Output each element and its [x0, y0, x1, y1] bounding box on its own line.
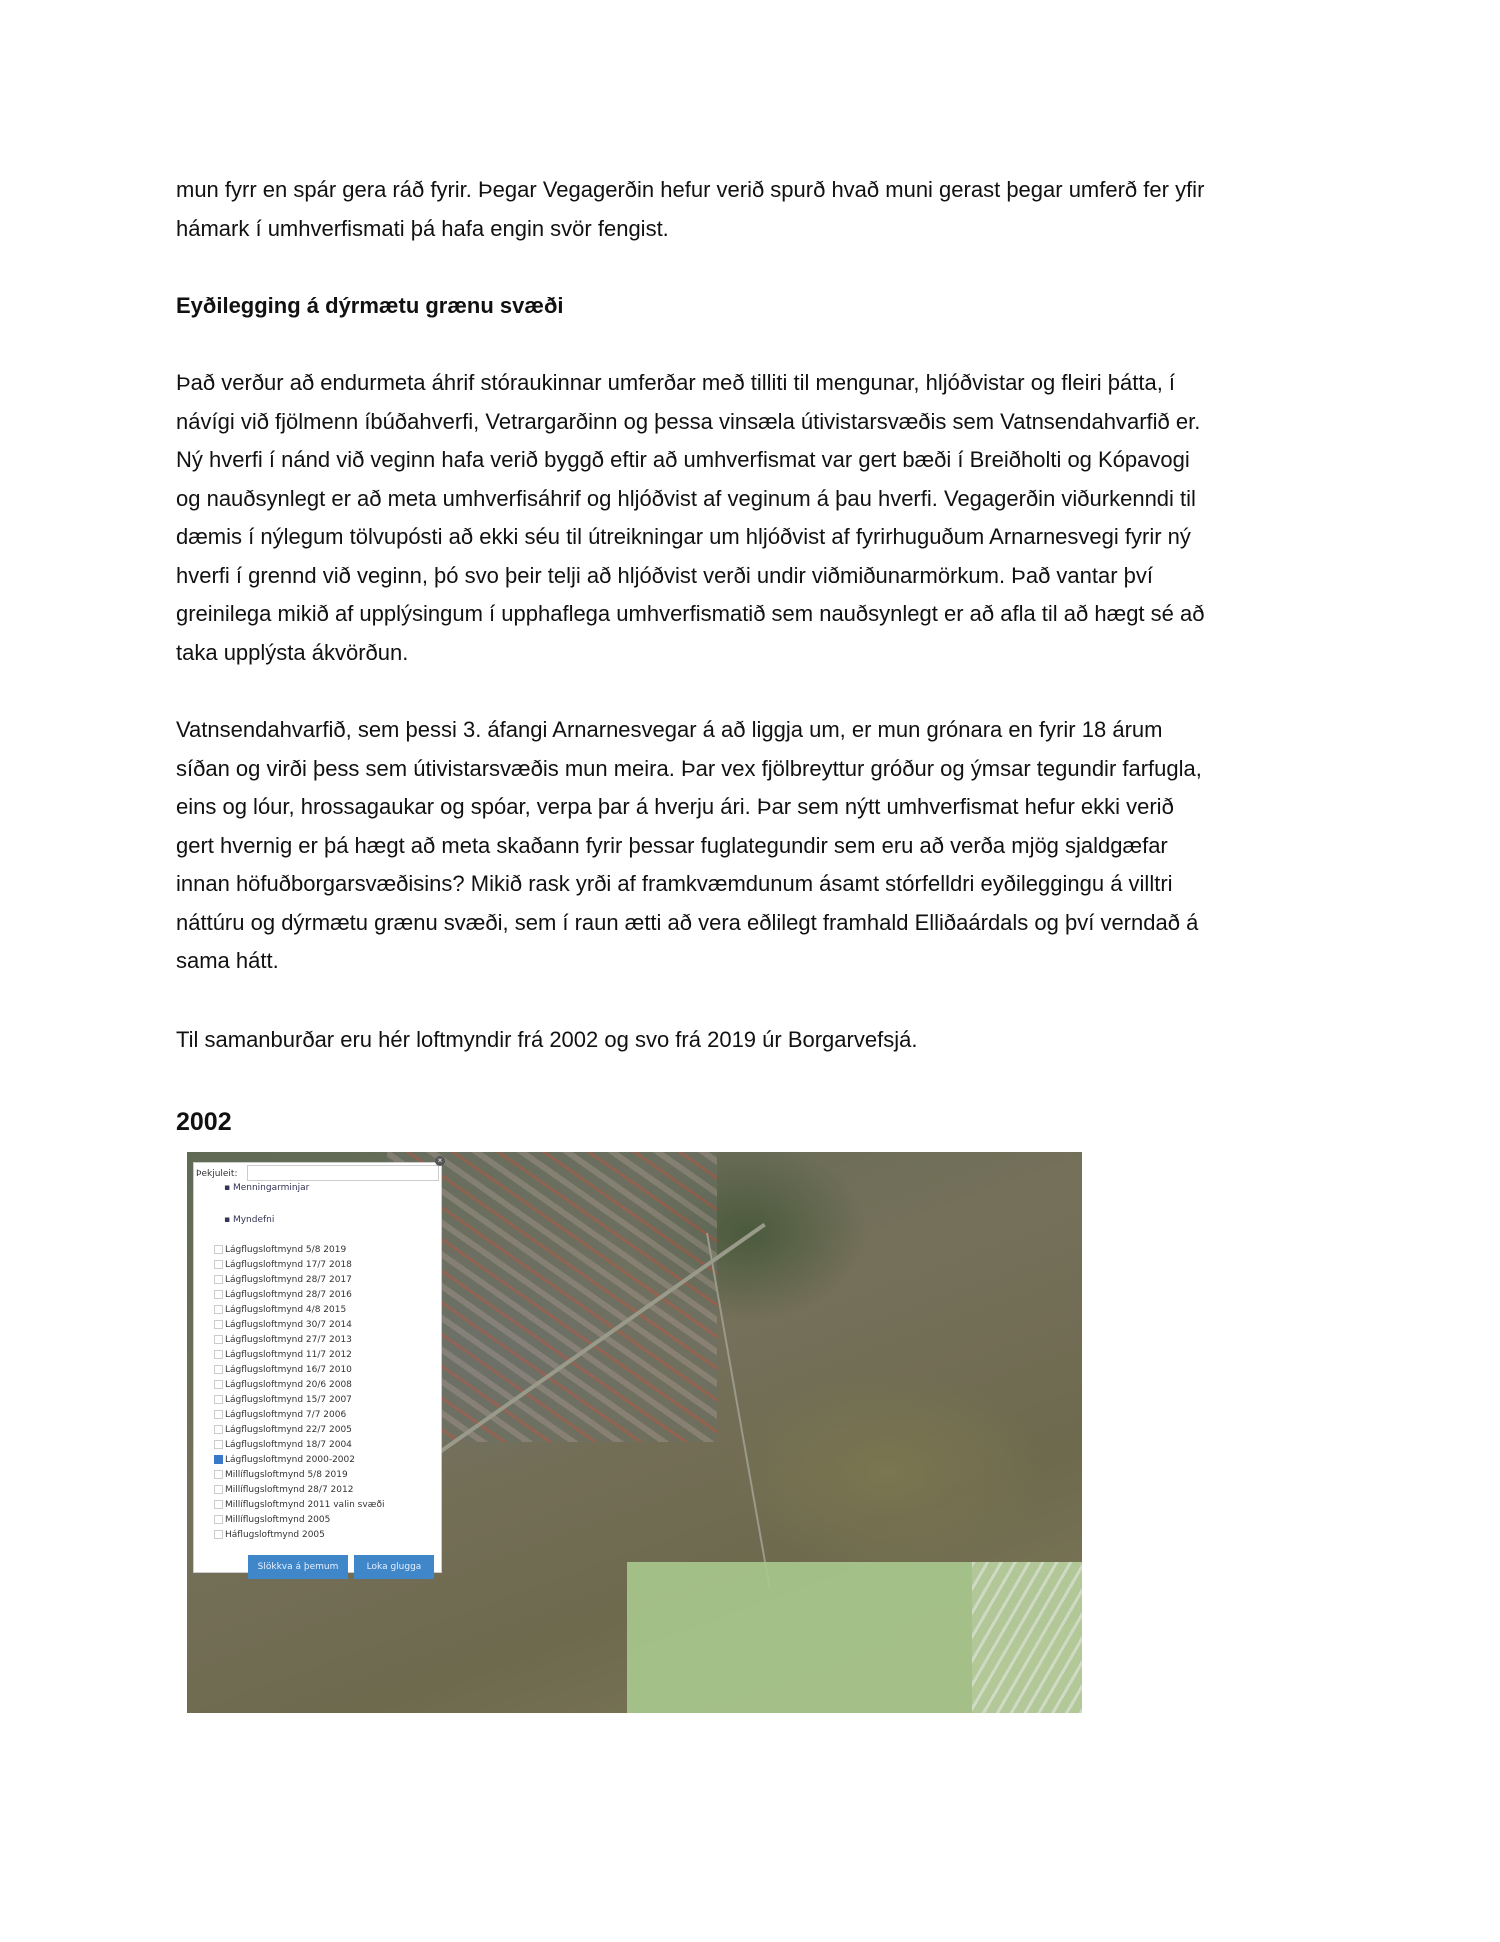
planned-area-overlay	[627, 1562, 1082, 1713]
layer-label: Lágflugsloftmynd 15/7 2007	[225, 1395, 352, 1405]
layer-item[interactable]	[214, 1438, 385, 1453]
layer-checkbox[interactable]	[214, 1245, 223, 1254]
layer-checkbox[interactable]	[214, 1485, 223, 1494]
close-window-button[interactable]: Loka glugga	[354, 1555, 434, 1579]
layer-item[interactable]	[214, 1513, 385, 1528]
layer-label: Lágflugsloftmynd 30/7 2014	[225, 1320, 352, 1330]
layer-item[interactable]	[214, 1468, 385, 1483]
layer-checkbox[interactable]	[214, 1380, 223, 1389]
layer-item[interactable]	[214, 1273, 385, 1288]
layer-item[interactable]	[214, 1258, 385, 1273]
layer-checkbox[interactable]	[214, 1335, 223, 1344]
layer-label: Lágflugsloftmynd 20/6 2008	[225, 1380, 352, 1390]
layer-label: Lágflugsloftmynd 11/7 2012	[225, 1350, 352, 1360]
layer-checkbox[interactable]	[214, 1290, 223, 1299]
text-line: greinilega mikið af upplýsingum í upphaflega umhverfismatið sem nauðsynlegt er að afla til að hægt sé að	[176, 601, 1205, 626]
paragraph-3: Til samanburðar eru hér loftmyndir frá 2002 og svo frá 2019 úr Borgarvefsjá.	[176, 1027, 918, 1052]
layer-item[interactable]	[214, 1453, 385, 1468]
text-line: Ný hverfi í nánd við veginn hafa verið byggð eftir að umhverfismat var gert bæði í Breiðholti og Kópavogi	[176, 447, 1190, 472]
layer-label: Lágflugsloftmynd 7/7 2006	[225, 1410, 347, 1420]
image-heading: 2002	[176, 1108, 232, 1136]
layer-checkbox[interactable]	[214, 1260, 223, 1269]
text-line: Vatnsendahvarfið, sem þessi 3. áfangi Arnarnesvegar á að liggja um, er mun grónara en fyrir 18 árum	[176, 717, 1163, 742]
text-line: náttúru og dýrmætu grænu svæði, sem í raun ætti að vera eðlilegt framhald Elliðaárdals og því verndað á	[176, 909, 1199, 935]
search-label: Þekjuleit:	[196, 1169, 238, 1179]
layer-label: Millíflugsloftmynd 2011 valin svæði	[225, 1500, 385, 1510]
text-line: gert hvernig er þá hægt að meta skaðann fyrir þessar fuglategundir sem eru að verða mjög sjaldgæfar	[176, 832, 1168, 858]
text-line: taka upplýsta ákvörðun.	[176, 639, 409, 665]
layer-checkbox[interactable]	[214, 1275, 223, 1284]
layer-item[interactable]	[214, 1303, 385, 1318]
layer-item[interactable]	[214, 1318, 385, 1333]
layer-checkbox[interactable]	[214, 1500, 223, 1509]
layer-item[interactable]	[214, 1243, 385, 1258]
text-line: Það verður að endurmeta áhrif stóraukinnar umferðar með tilliti til mengunar, hljóðvistar og fleiri þátta, í	[176, 370, 1176, 395]
layer-item[interactable]	[214, 1333, 385, 1348]
paragraph-2	[176, 711, 1336, 981]
layer-item[interactable]	[214, 1528, 385, 1543]
text-line: hverfi í grennd við veginn, þó svo þeir telji að hljóðvist verði undir viðmiðunarmörkum. Það vantar því	[176, 562, 1154, 588]
text-line: hámark í umhverfismati þá hafa engin svör fengist.	[176, 215, 669, 241]
layer-item[interactable]	[214, 1288, 385, 1303]
planned-houses	[972, 1562, 1082, 1713]
layer-label: Lágflugsloftmynd 16/7 2010	[225, 1365, 352, 1375]
text-line: og nauðsynlegt er að meta umhverfisáhrif og hljóðvist af veginum á þau hverfi. Vegagerðin viðurkenndi til	[176, 485, 1196, 511]
layer-label: Lágflugsloftmynd 5/8 2019	[225, 1245, 347, 1255]
layer-label: Lágflugsloftmynd 28/7 2017	[225, 1275, 352, 1285]
text-line: síðan og virði þess sem útivistarsvæðis mun meira. Þar vex fjölbreyttur gróður og ýmsar tegundir farfugla,	[176, 755, 1202, 781]
layer-label: Lágflugsloftmynd 2000-2002	[225, 1455, 355, 1465]
aerial-map-image	[187, 1152, 1082, 1713]
layer-item[interactable]	[214, 1393, 385, 1408]
layer-item[interactable]	[214, 1498, 385, 1513]
layer-checkbox[interactable]	[214, 1530, 223, 1539]
layer-label: Háflugsloftmynd 2005	[225, 1530, 325, 1540]
layer-label: Millíflugsloftmynd 2005	[225, 1515, 331, 1525]
text-line: eins og lóur, hrossagaukar og spóar, verpa þar á hverju ári. Þar sem nýtt umhverfismat hefur ekki verið	[176, 794, 1174, 819]
intro-paragraph	[176, 171, 1336, 248]
layer-label: Millíflugsloftmynd 5/8 2019	[225, 1470, 348, 1480]
section-heading: Eyðilegging á dýrmætu grænu svæði	[176, 293, 564, 318]
section-menningarminjar[interactable]: ▪ Menningarminjar	[224, 1183, 310, 1193]
layer-list	[214, 1243, 385, 1543]
layer-item[interactable]	[214, 1348, 385, 1363]
layer-label: Lágflugsloftmynd 4/8 2015	[225, 1305, 347, 1315]
layer-checkbox[interactable]	[214, 1515, 223, 1524]
layer-label: Millíflugsloftmynd 28/7 2012	[225, 1485, 354, 1495]
layer-checkbox[interactable]	[214, 1365, 223, 1374]
layer-checkbox[interactable]	[214, 1440, 223, 1449]
section-myndefni[interactable]: ▪ Myndefni	[224, 1215, 275, 1225]
layer-label: Lágflugsloftmynd 17/7 2018	[225, 1260, 352, 1270]
layer-item[interactable]	[214, 1423, 385, 1438]
layer-checkbox[interactable]	[214, 1305, 223, 1314]
text-line: návígi við fjölmenn íbúðahverfi, Vetrargarðinn og þessa vinsæla útivistarsvæðis sem Vatnsendahvarfið er.	[176, 408, 1201, 434]
layer-item[interactable]	[214, 1363, 385, 1378]
paragraph-1	[176, 364, 1336, 672]
layer-checkbox[interactable]	[214, 1320, 223, 1329]
layer-search-input[interactable]	[247, 1165, 439, 1181]
layer-checkbox[interactable]	[214, 1410, 223, 1419]
layer-checkbox[interactable]	[214, 1470, 223, 1479]
hide-layers-button[interactable]: Slökkva á þemum	[248, 1555, 348, 1579]
text-line: mun fyrr en spár gera ráð fyrir. Þegar Vegagerðin hefur verið spurð hvað muni gerast þegar umferð fer yfir	[176, 177, 1205, 202]
close-icon[interactable]: ×	[435, 1156, 445, 1166]
layer-label: Lágflugsloftmynd 28/7 2016	[225, 1290, 352, 1300]
layer-label: Lágflugsloftmynd 18/7 2004	[225, 1440, 352, 1450]
layer-item[interactable]	[214, 1483, 385, 1498]
layer-panel	[193, 1162, 442, 1573]
layer-checkbox[interactable]	[214, 1425, 223, 1434]
layer-checkbox[interactable]	[214, 1395, 223, 1404]
text-line: innan höfuðborgarsvæðisins? Mikið rask yrði af framkvæmdunum ásamt stórfelldri eyðileggingu á villtri	[176, 871, 1173, 896]
layer-label: Lágflugsloftmynd 22/7 2005	[225, 1425, 352, 1435]
layer-item[interactable]	[214, 1378, 385, 1393]
text-line: dæmis í nýlegum tölvupósti að ekki séu til útreikningar um hljóðvist af fyrirhuguðum Arnarnesvegi fyrir ný	[176, 524, 1191, 549]
layer-checkbox[interactable]	[214, 1455, 223, 1464]
layer-label: Lágflugsloftmynd 27/7 2013	[225, 1335, 352, 1345]
text-line: sama hátt.	[176, 948, 279, 973]
layer-item[interactable]	[214, 1408, 385, 1423]
layer-checkbox[interactable]	[214, 1350, 223, 1359]
